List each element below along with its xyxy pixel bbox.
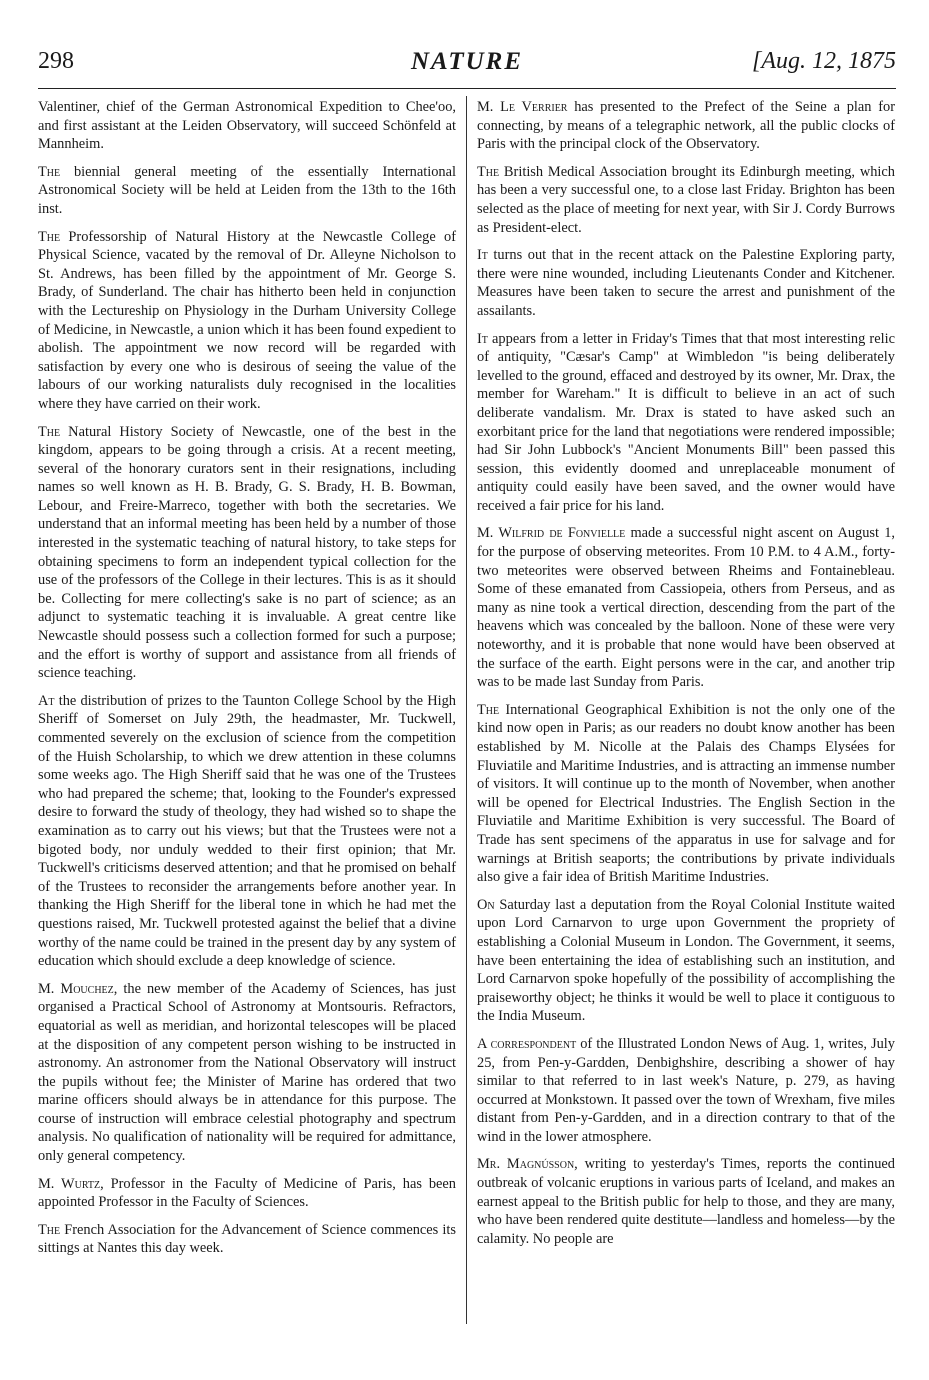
paragraph [477, 1035, 895, 1147]
paragraph-text: of the Illustrated London News of Aug. 1, writes, July 25, from Pen-y-Gardden, Denbighshire, describing a shower of hay similar to that referred to in last week's Nature, p. 279, as having occurred at Monkstown. It passed over the town of Wrexham, five miles distant from Pen-y-Gardden, and in a direction contrary to that of the wind in the lower atmosphere. [477, 1035, 895, 1145]
paragraph-text: British Medical Association brought its Edinburgh meeting, which has been a very successful one, to a close last Friday. Brighton has been selected as the place of meeting for next year, with Sir J. Cordy Burrows as President-elect. [477, 163, 895, 236]
paragraph-text: writing to yesterday's Times, reports the continued outbreak of volcanic eruptions in various parts of Iceland, and makes an earnest appeal to the British public for help to those, and they are many, who have been rendered quite destitute—landless and homeless—by the calamity. No people are [477, 1156, 895, 1247]
paragraph [477, 701, 895, 887]
paragraph-lead: The [38, 1221, 61, 1238]
paragraph-lead: M. Wurtz, [38, 1175, 104, 1192]
paragraph-text: turns out that in the recent attack on the Palestine Exploring party, there were nine wounded, including Lieutenants Conder and Kitchener. Measures have been taken to secure the arrest and punishment of the assailants. [477, 247, 895, 319]
paragraph [38, 98, 456, 154]
paragraph-text: Saturday last a deputation from the Royal Colonial Institute waited upon Lord Carnarvon to urge upon Government the propriety of establishing a Colonial Museum in London. The Government, it seems, have been entertaining the idea of establishing such an institution, and Lord Carnarvon spoke hopefully of the possibility of accomplishing the praiseworthy object; he thinks it would be well to place it contiguous to the India Museum. [477, 896, 895, 1025]
paragraph [477, 98, 895, 154]
paragraph-lead: A correspondent [477, 1035, 577, 1052]
paragraph [38, 980, 456, 1166]
paragraph-lead: It [477, 247, 488, 264]
paragraph-lead: M. Mouchez, [38, 980, 118, 997]
paragraph-lead: The [477, 701, 500, 718]
paragraph [477, 896, 895, 1026]
paragraph [477, 1155, 895, 1248]
paragraph [477, 330, 895, 516]
paragraph [38, 1175, 456, 1212]
paragraph [38, 423, 456, 683]
running-header [38, 48, 896, 84]
paragraph-text: Natural History Society of Newcastle, one of the best in the kingdom, appears to be going through a crisis. At a recent meeting, several of the honorary curators sent in their resignations, including names so well known as H. B. Brady, G. S. Brady, H. B. Bowman, Lebour, and Freire-Marreco, together with both the secretaries. We understand that an informal meeting has been held by a number of those interested in the systematic teaching of natural history, to take steps for obtaining specimens to form an independent typical collection for the use of the professors of the College in their lectures. This is as it should be. Collecting for mere collecting's sake is no part of science; as an adjunct to systematic teaching it is invaluable. A great centre like Newcastle should possess such a collection formed for such a purpose; and the effort is worthy of support and assistance from all friends of science teaching. [38, 423, 456, 682]
paragraph-lead: M. Le Verrier [477, 99, 568, 115]
paragraph-text: the new member of the Academy of Sciences, has just organised a Practical School of Astronomy at Montsouris. Refractors, equatorial as well as meridian, and horizontal telescopes will be placed at the disposition of any competent person wishing to be instructed in astronomy. An astronomer from the National Observatory will instruct the pupils without fee; the Minister of Marine has ordered that two marine officers should always be in attendance for this purpose. The course of instruction will embrace celestial photography and spectrum analysis. No qualification of nationality will be required for admittance, only general competency. [38, 980, 457, 1165]
paragraph-text: made a successful night ascent on August 1, for the purpose of observing meteorites. From 10 P.M. to 4 A.M., forty-two meteorites were observed between Rheims and Fontainebleau. Some of these emanated from Cassiopeia, others from Perseus, and as many as nine took a vertical direction, descending from the part of the heavens which was concealed by the balloon. None of these were very noteworthy, and it is probable that none would have been observed at the surface of the earth. Eight persons were in the car, and another trip was to be made last Sunday from Paris. [477, 525, 895, 691]
paragraph [38, 1221, 456, 1258]
paragraph-lead: The [38, 423, 61, 440]
issue-date: [Aug. 12, 1875 [752, 48, 896, 74]
right-column [477, 98, 895, 1257]
paragraph-text: has presented to the Prefect of the Seine a plan for connecting, by means of a telegraphic network, all the public clocks of Paris with the principal clock of the Observatory. [477, 99, 895, 153]
paragraph-lead: It [477, 330, 488, 347]
paragraph [477, 524, 895, 691]
paragraph-text: International Geographical Exhibition is not the only one of the kind now open in Paris; as our readers no doubt know another has been established by M. Nicolle at the Palais des Champs Elysées for Fluviatile and Maritime Industries, and is attracting an immense number of visitors. It will continue up to the month of November, when another will be opened for Electrical Industries. The English Section in the Fluviatile and Maritime Exhibition is very successful. The Board of Trade has sent specimens of the apparatus in use for salvage and for warnings at British seaports; the contributions by private individuals also give a fair idea of British Maritime Industries. [477, 701, 895, 886]
paragraph-lead: The [38, 228, 61, 245]
paragraph-lead: Mr. Magnússon, [477, 1156, 578, 1173]
left-column [38, 98, 456, 1267]
header-rule [38, 88, 896, 89]
page-number: 298 [38, 48, 74, 74]
paragraph-text: French Association for the Advancement of Science commences its sittings at Nantes this day week. [38, 1221, 456, 1257]
column-divider [466, 96, 467, 1324]
paragraph-text: Professorship of Natural History at the Newcastle College of Physical Science, vacated by the removal of Dr. Alleyne Nicholson to St. Andrews, has been filled by the appointment of Mr. George S. Brady, of Sunderland. The chair has hitherto been held in conjunction with the Lectureship on Physiology in the Durham University College of Medicine, in Newcastle, a union which it has been found expedient to abolish. The appointment we now record will be regarded with satisfaction by every one who is desirous of seeing the value of the labours of our working naturalists duly recognised in the localities where they have carried on their work. [38, 228, 456, 412]
journal-title: NATURE [410, 48, 524, 75]
paragraph [38, 163, 456, 219]
paragraph-lead: On [477, 896, 495, 913]
paragraph [477, 246, 895, 320]
paragraph-lead: At [38, 692, 55, 709]
paragraph-lead: The [477, 163, 500, 180]
paragraph-text: the distribution of prizes to the Taunton College School by the High Sheriff of Somerset on July 29th, the headmaster, Mr. Tuckwell, commented severely on the exclusion of science from the competition of the Huish Scholarship, to which we drew attention in these columns some weeks ago. The High Sheriff said that he was one of the Trustees who had prepared the scheme; that, looking to the Founder's expressed desire to forward the study of theology, they had wished so to shape the examination as to carry out his views; but that the Trustees were not a bigoted body, nor unduly wedded to their first opinion; that Mr. Tuckwell's criticisms deserved attention; and that he promised on behalf of the Trustees to reconsider the arrangements before another year. In thanking the High Sheriff for the liberal tone in which he had met the questions raised, Mr. Tuckwell protested against the belief that a divine worthy of the name could be trained in the present day by any system of education which should exclude a deep knowledge of science. [38, 692, 456, 970]
paragraph [38, 692, 456, 971]
paragraph [38, 228, 456, 414]
paragraph [477, 163, 895, 237]
paragraph-text: appears from a letter in Friday's Times that that most interesting relic of antiquity, "Cæsar's Camp" at Wimbledon "is being deliberately levelled to the ground, effaced and destroyed by its owner, Mr. Drax, the member for Wareham." It is difficult to believe in an act of such deliberate vandalism. Mr. Drax is stated to have asked such an exorbitant price for the land that negotiations were rendered impossible; had Sir John Lubbock's "Ancient Monuments Bill" been passed this session, this evidently doomed and unreplaceable monument of antiquity could easily have been saved, and the owner would have received a fair price for his land. [477, 330, 895, 514]
paragraph-text: Professor in the Faculty of Medicine of Paris, has been appointed Professor in the Faculty of Sciences. [38, 1175, 456, 1211]
paragraph-lead: The [38, 163, 61, 180]
paragraph-lead: M. Wilfrid de Fonvielle [477, 525, 626, 542]
paragraph-text: biennial general meeting of the essentially International Astronomical Society will be held at Leiden from the 13th to the 16th inst. [38, 163, 456, 217]
paragraph-text: Valentiner, chief of the German Astronomical Expedition to Chee'oo, and first assistant at the Leiden Observatory, will succeed Schönfeld at Mannheim. [38, 99, 456, 153]
